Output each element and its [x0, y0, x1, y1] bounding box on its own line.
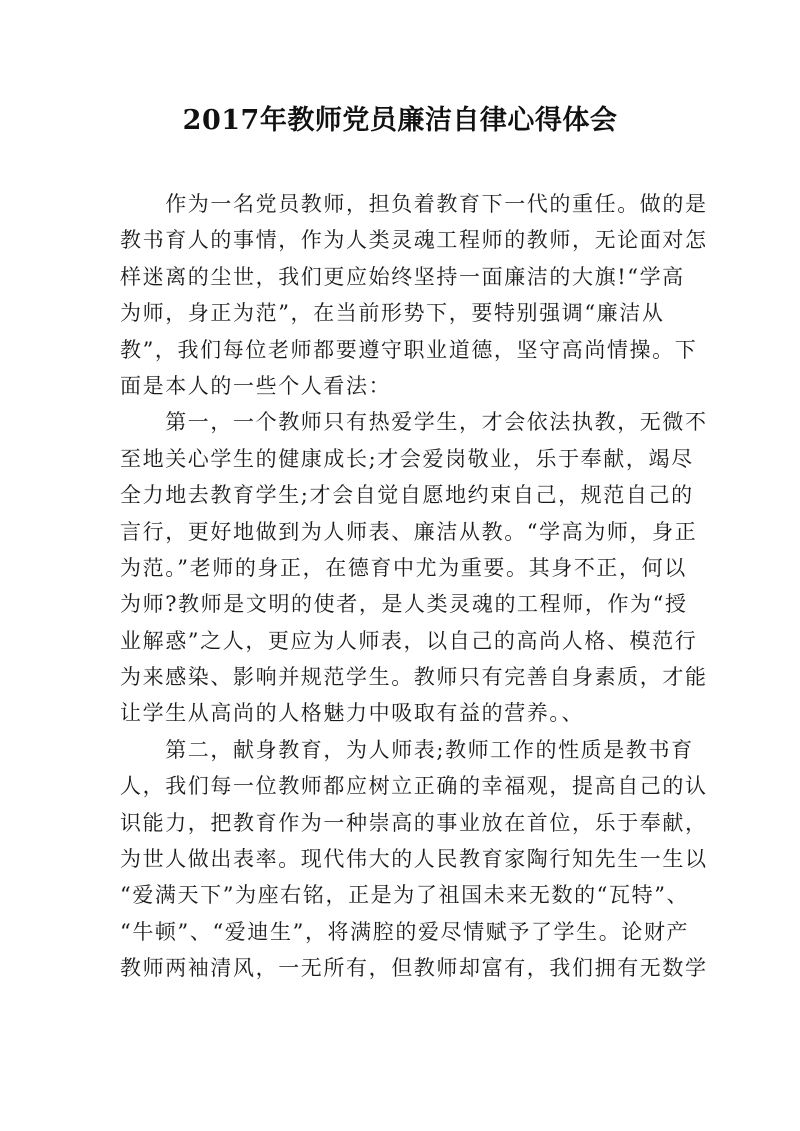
paragraph-second-point: [120, 732, 708, 987]
document-body: [120, 186, 708, 987]
paragraph-intro: [120, 186, 708, 404]
text-line: 为师?教师是文明的使者，是人类灵魂的工程师，作为“授: [120, 592, 688, 617]
text-line: 第二，献身教育，为人师表;教师工作的性质是教书育: [120, 737, 694, 762]
text-line: 面是本人的一些个人看法：: [120, 373, 392, 398]
document-title: 2017年教师党员廉洁自律心得体会: [182, 105, 618, 136]
text-line: 第一，一个教师只有热爱学生，才会依法执教，无微不: [120, 410, 708, 435]
text-line: 至地关心学生的健康成长;才会爱岗敬业，乐于奉献，竭尽: [120, 446, 694, 471]
text-line: 让学生从高尚的人格魅力中吸取有益的营养。、: [120, 701, 585, 726]
text-line: 样迷离的尘世，我们更应始终坚持一面廉洁的大旗!“学高: [120, 264, 685, 289]
text-line: 教师两袖清风，一无所有，但教师却富有，我们拥有无数学: [120, 956, 708, 981]
text-line: 人，我们每一位教师都应树立正确的幸福观，提高自己的认: [120, 774, 708, 799]
text-line: 言行，更好地做到为人师表、廉洁从教。“学高为师，身正: [120, 519, 698, 544]
text-line: 业解惑”之人，更应为人师表，以自己的高尚人格、模范行: [120, 628, 698, 653]
text-line: 为师，身正为范”，在当前形势下，要特别强调“廉洁从: [120, 301, 665, 326]
text-line: 为世人做出表率。现代伟大的人民教育家陶行知先生一生以: [120, 847, 708, 872]
text-line: 识能力，把教育作为一种崇高的事业放在首位，乐于奉献，: [120, 810, 708, 835]
text-line: 为范。”老师的身正，在德育中尤为重要。其身不正，何以: [120, 555, 687, 580]
paragraph-first-point: [120, 404, 708, 732]
text-line: 为来感染、影响并规范学生。教师只有完善自身素质，才能: [120, 665, 708, 690]
text-line: 全力地去教育学生;才会自觉自愿地约束自己，规范自己的: [120, 483, 694, 508]
text-line: “爱满天下”为座右铭，正是为了祖国未来无数的“瓦特”、: [120, 883, 690, 908]
text-line: 作为一名党员教师，担负着教育下一代的重任。做的是: [120, 192, 708, 216]
text-line: 教书育人的事情，作为人类灵魂工程师的教师，无论面对怎: [120, 228, 708, 253]
text-line: 教”，我们每位老师都要遵守职业道德，坚守高尚情操。下: [120, 337, 698, 362]
text-line: “牛顿”、“爱迪生”，将满腔的爱尽情赋予了学生。论财产: [120, 919, 690, 944]
